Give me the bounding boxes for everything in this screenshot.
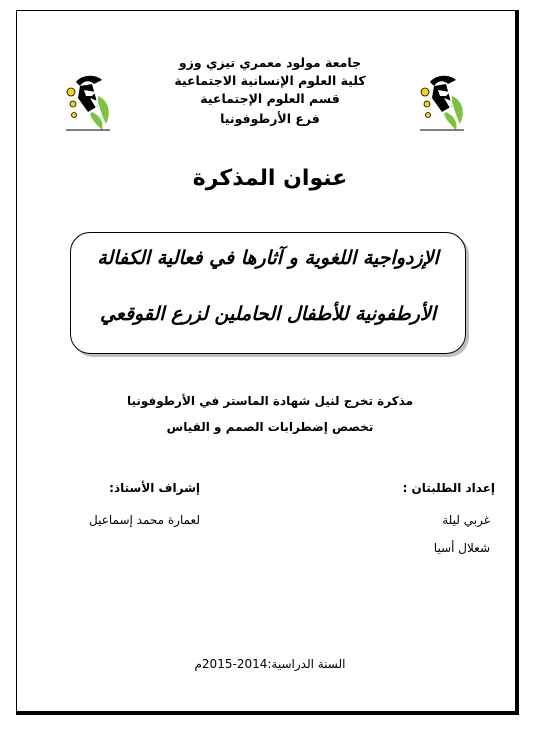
thesis-title-line-2: الأرطفونية للأطفال الحاملين لزرع القوقعي (99, 303, 437, 325)
department-name: قسم العلوم الإجتماعية (200, 91, 340, 106)
branch-name: فرع الأرطوفونيا (220, 111, 320, 126)
university-name: جامعة مولود معمري تيزي وزو (178, 55, 362, 70)
thesis-title-line-1: الإزدواجية اللغوية و آثارها في فعالية الكفالة (97, 247, 439, 269)
academic-year: السنة الدراسية:2014-2015م (194, 657, 346, 671)
university-logo-right (416, 72, 468, 134)
degree-line-1: مذكرة تخرج لنيل شهادة الماستر في الأرطوفونيا (126, 394, 414, 408)
degree-line-2: تخصص إضطرابات الصمم و القياس (166, 420, 374, 434)
students-label: إعداد الطلبتان : (402, 481, 495, 495)
student-name-1: غربي ليلة (442, 513, 490, 527)
thesis-title-box (70, 232, 466, 354)
university-logo-left (62, 72, 114, 134)
supervisor-label: إشراف الأستاذ: (109, 481, 200, 495)
faculty-name: كلية العلوم الإنسانية الاجتماعية (174, 73, 366, 88)
supervisor-name: لعمارة محمد إسماعيل (88, 513, 200, 527)
memoir-title-label: عنوان المذكرة (192, 166, 348, 191)
student-name-2: شعلال أسيا (433, 541, 490, 555)
